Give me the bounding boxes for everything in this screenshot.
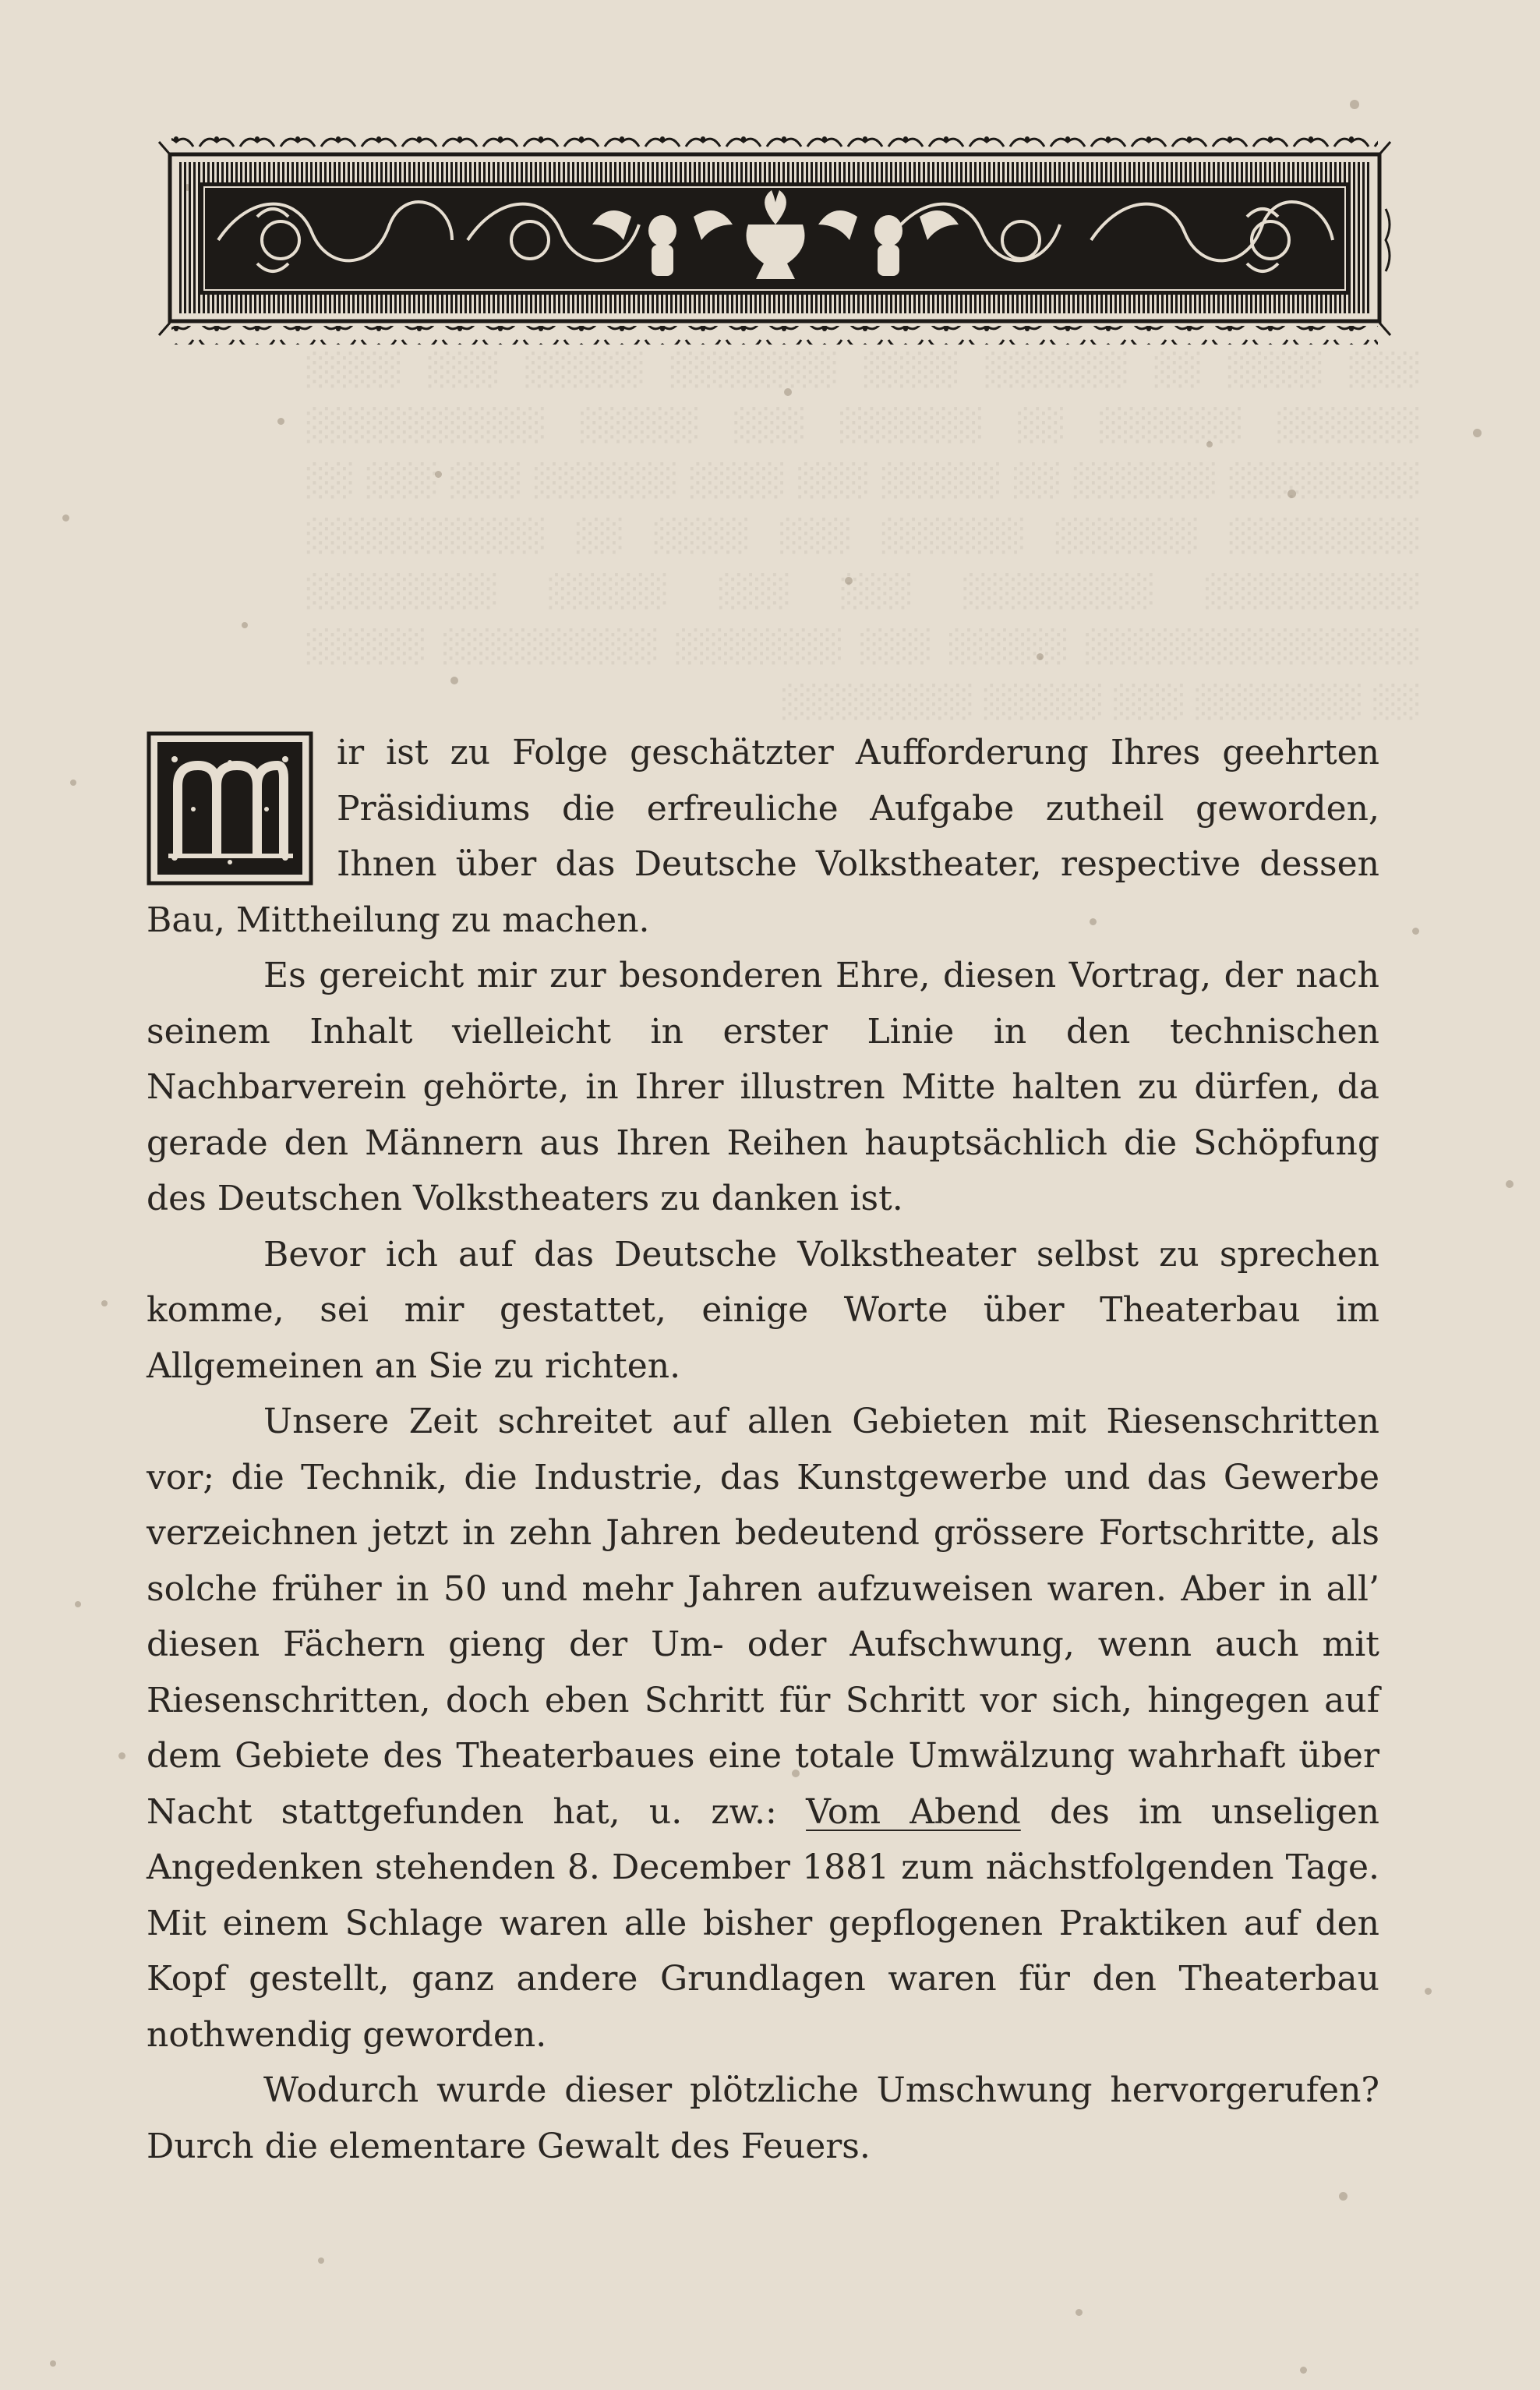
paper-speck [118,1752,125,1759]
paragraph-1-text: ir ist zu Folge geschätzter Aufforderung Ihres geehrten Präsidiums die erfreuliche Aufgabe zutheil geworden, Ihnen über das Deutsche Volkstheater, respective dessen Bau, Mittheilung zu machen. [147,733,1379,940]
paper-speck [1037,653,1044,660]
paragraph-2: Es gereicht mir zur besonderen Ehre, diesen Vortrag, der nach seinem Inhalt vielleicht in erster Linie in den technischen Nachbarverein gehörte, in Ihrer illustren Mitte halten zu dürfen, da gerade den Männern aus Ihren Reihen hauptsächlich die Schöpfung des Deutschen Volkstheaters zu danken ist. [147,956,1379,1218]
paper-speck [1300,2367,1307,2374]
paper-speck [318,2257,324,2264]
body-text [147,725,1379,2174]
show-through-texture: ░░░ ░░░░ ░░ ░░░░░░ ░░░░ ░░░░░░░ ░░░░░ ░░░ ░░░░ ░░░░░░ ░░░░░░ ░░ ░░░░░░ ░░░ ░░░░░ ░░░░░░░░░░ ░░░░░░░░ ░░░░░░ ░░ ░░░░░ ░░░ ░░░░ ░░░░░░ ░░░ ░░░ ░░ ░░░░░░░░ ░░░░░░ ░░░░░░ ░░░ ░░░░ ░░ ░░░░░░░░░░ ░░░░░░░░░ ░░░░░░░░ ░░░ ░░░ ░░░░░ ░░░░░░░░ ░░░░░░░░░░░░░░ ░░░░░ ░░░ ░░░░░░░ ░░░░░░░░░ ░░░░░ ░░ ░░░░░░░ ░░░ ░░░░░ ░░░░░░░░ [304,352,1418,720]
paper-speck [1425,1988,1432,1995]
header-ornament [156,131,1393,349]
paper-speck [450,677,458,684]
paragraph-4-text-before: Unsere Zeit schreitet auf allen Gebieten mit Riesenschritten vor; die Technik, die Industrie, das Kunstgewerbe und das Gewerbe verzeichnen jetzt in zehn Jahren bedeutend grössere Fortschritte, als solche früher in 50 und mehr Jahren aufzuweisen waren. Aber in all’ diesen Fächern gieng der Um- oder Aufschwung, wenn auch mit Riesenschritten, doch eben Schritt für Schritt vor sich, hingegen auf dem Gebiete des Theaterbaues eine totale Umwälzung wahrhaft über Nacht stattgefunden hat, u. zw.: [147,1402,1379,1832]
paper-speck [1076,2309,1083,2316]
paragraph-4-text-after: des im unseligen Angedenken stehenden 8. December 1881 zum nächstfolgenden Tage. Mit einem Schlage waren alle bisher gepflogenen Praktiken auf den Kopf gestellt, ganz andere Grundlagen waren für den Theaterbau nothwendig geworden. [147,1791,1380,2055]
paper-speck [1339,2192,1348,2201]
paper-speck [75,1601,81,1607]
paragraph-5: Wodurch wurde dieser plötzliche Umschwung hervorgerufen? Durch die elementare Gewalt des Feuers. [147,2070,1379,2166]
paper-speck [101,1300,108,1306]
paper-speck [50,2360,56,2367]
paragraph-4-underlined-text: Vom Abend [806,1791,1021,1832]
paper-speck [1412,928,1419,935]
paper-speck [845,577,853,585]
paragraph-1 [147,725,1379,948]
paper-speck [1287,490,1296,498]
dropcap-m-icon [147,731,313,886]
paragraph-3: Bevor ich auf das Deutsche Volkstheater selbst zu sprechen komme, sei mir gestattet, einige Worte über Theaterbau im Allgemeinen an Sie zu richten. [147,1234,1379,1386]
paper-speck [1206,441,1213,447]
paper-speck [1506,1180,1514,1188]
paragraph-4 [147,1394,1379,2063]
paper-speck [784,388,792,396]
paper-speck [1473,429,1482,437]
paper-speck [435,471,442,478]
paper-speck [277,418,284,425]
paper-speck [62,514,69,521]
paper-speck [242,622,248,628]
paper-speck [1350,100,1359,109]
paper-speck [70,780,76,786]
